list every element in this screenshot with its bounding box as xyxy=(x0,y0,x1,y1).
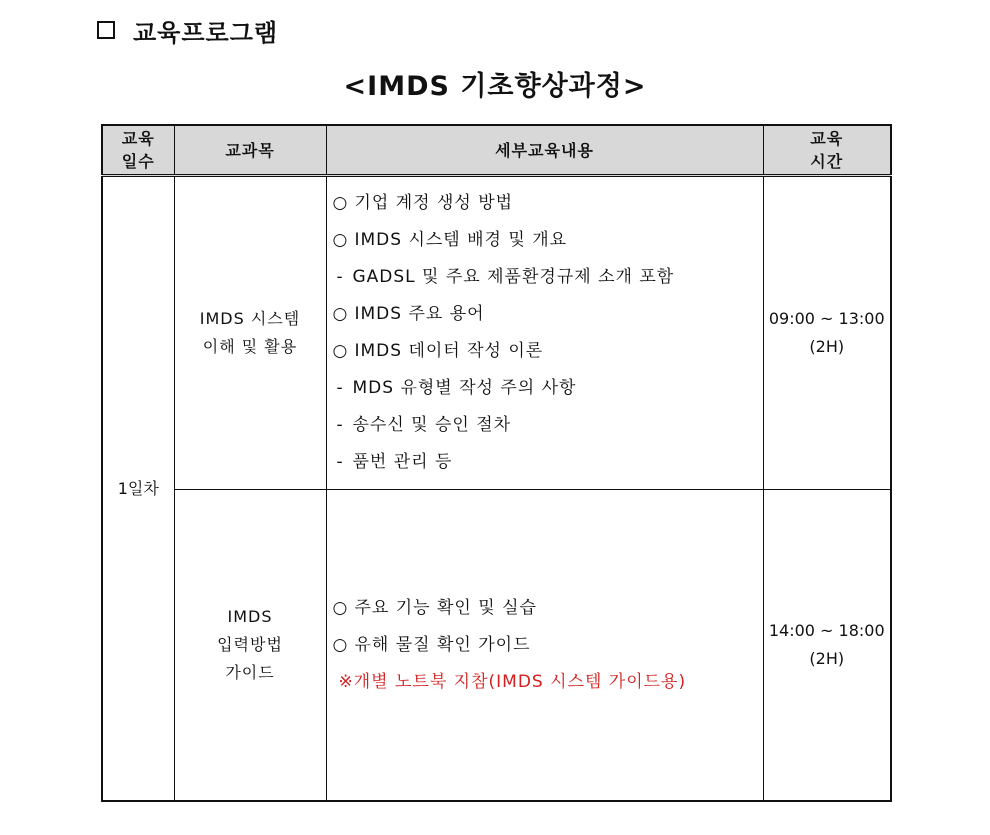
list-item: ○ IMDS 시스템 배경 및 개요 xyxy=(332,230,568,250)
header-details: 세부교육내용 xyxy=(326,125,763,176)
day-cell: 1일차 xyxy=(102,176,174,802)
header-subject: 교과목 xyxy=(174,125,326,176)
subject-line: 이해 및 활용 xyxy=(202,337,298,356)
time-cell xyxy=(763,176,891,490)
list-item: - GADSL 및 주요 제품환경규제 소개 포함 xyxy=(336,267,675,287)
time-range: 14:00 ~ 18:00 xyxy=(768,621,885,640)
document-title: <IMDS 기초향상과정> xyxy=(343,71,647,102)
table-row xyxy=(102,176,891,490)
list-item: ○ 주요 기능 확인 및 실습 xyxy=(332,597,537,618)
subject-line: 입력방법 xyxy=(217,635,283,654)
list-item: ○ IMDS 데이터 작성 이론 xyxy=(332,341,544,361)
header-time: 교육 시간 xyxy=(763,125,891,176)
subject-cell xyxy=(174,490,326,802)
subject-line: IMDS 시스템 xyxy=(199,309,301,328)
table-header-row xyxy=(102,125,891,176)
time-cell xyxy=(763,490,891,802)
subject-cell xyxy=(174,176,326,490)
details-list xyxy=(327,177,763,489)
section-heading xyxy=(97,14,278,46)
list-item: ○ IMDS 주요 용어 xyxy=(332,304,485,324)
section-heading-text: 교육프로그램 xyxy=(133,18,279,47)
list-item: - 품번 관리 등 xyxy=(336,452,453,472)
details-cell xyxy=(326,490,763,802)
time-hours: (2H) xyxy=(809,649,845,668)
details-cell xyxy=(326,176,763,490)
subject-line: 가이드 xyxy=(225,663,275,682)
time-range: 09:00 ~ 13:00 xyxy=(768,309,885,328)
program-table xyxy=(101,124,892,802)
laptop-note: ※개별 노트북 지참(IMDS 시스템 가이드용) xyxy=(338,671,687,692)
subject-line: IMDS xyxy=(227,607,273,626)
list-item: - 송수신 및 승인 절차 xyxy=(336,415,512,435)
details-list xyxy=(327,582,763,709)
list-item: ○ 기업 계정 생성 방법 xyxy=(332,193,514,213)
time-hours: (2H) xyxy=(809,337,845,356)
table-row xyxy=(102,490,891,802)
header-days: 교육 일수 xyxy=(102,125,174,176)
list-item: ○ 유해 물질 확인 가이드 xyxy=(332,634,531,655)
list-item: - MDS 유형별 작성 주의 사항 xyxy=(336,378,577,398)
checkbox-icon xyxy=(97,21,115,39)
